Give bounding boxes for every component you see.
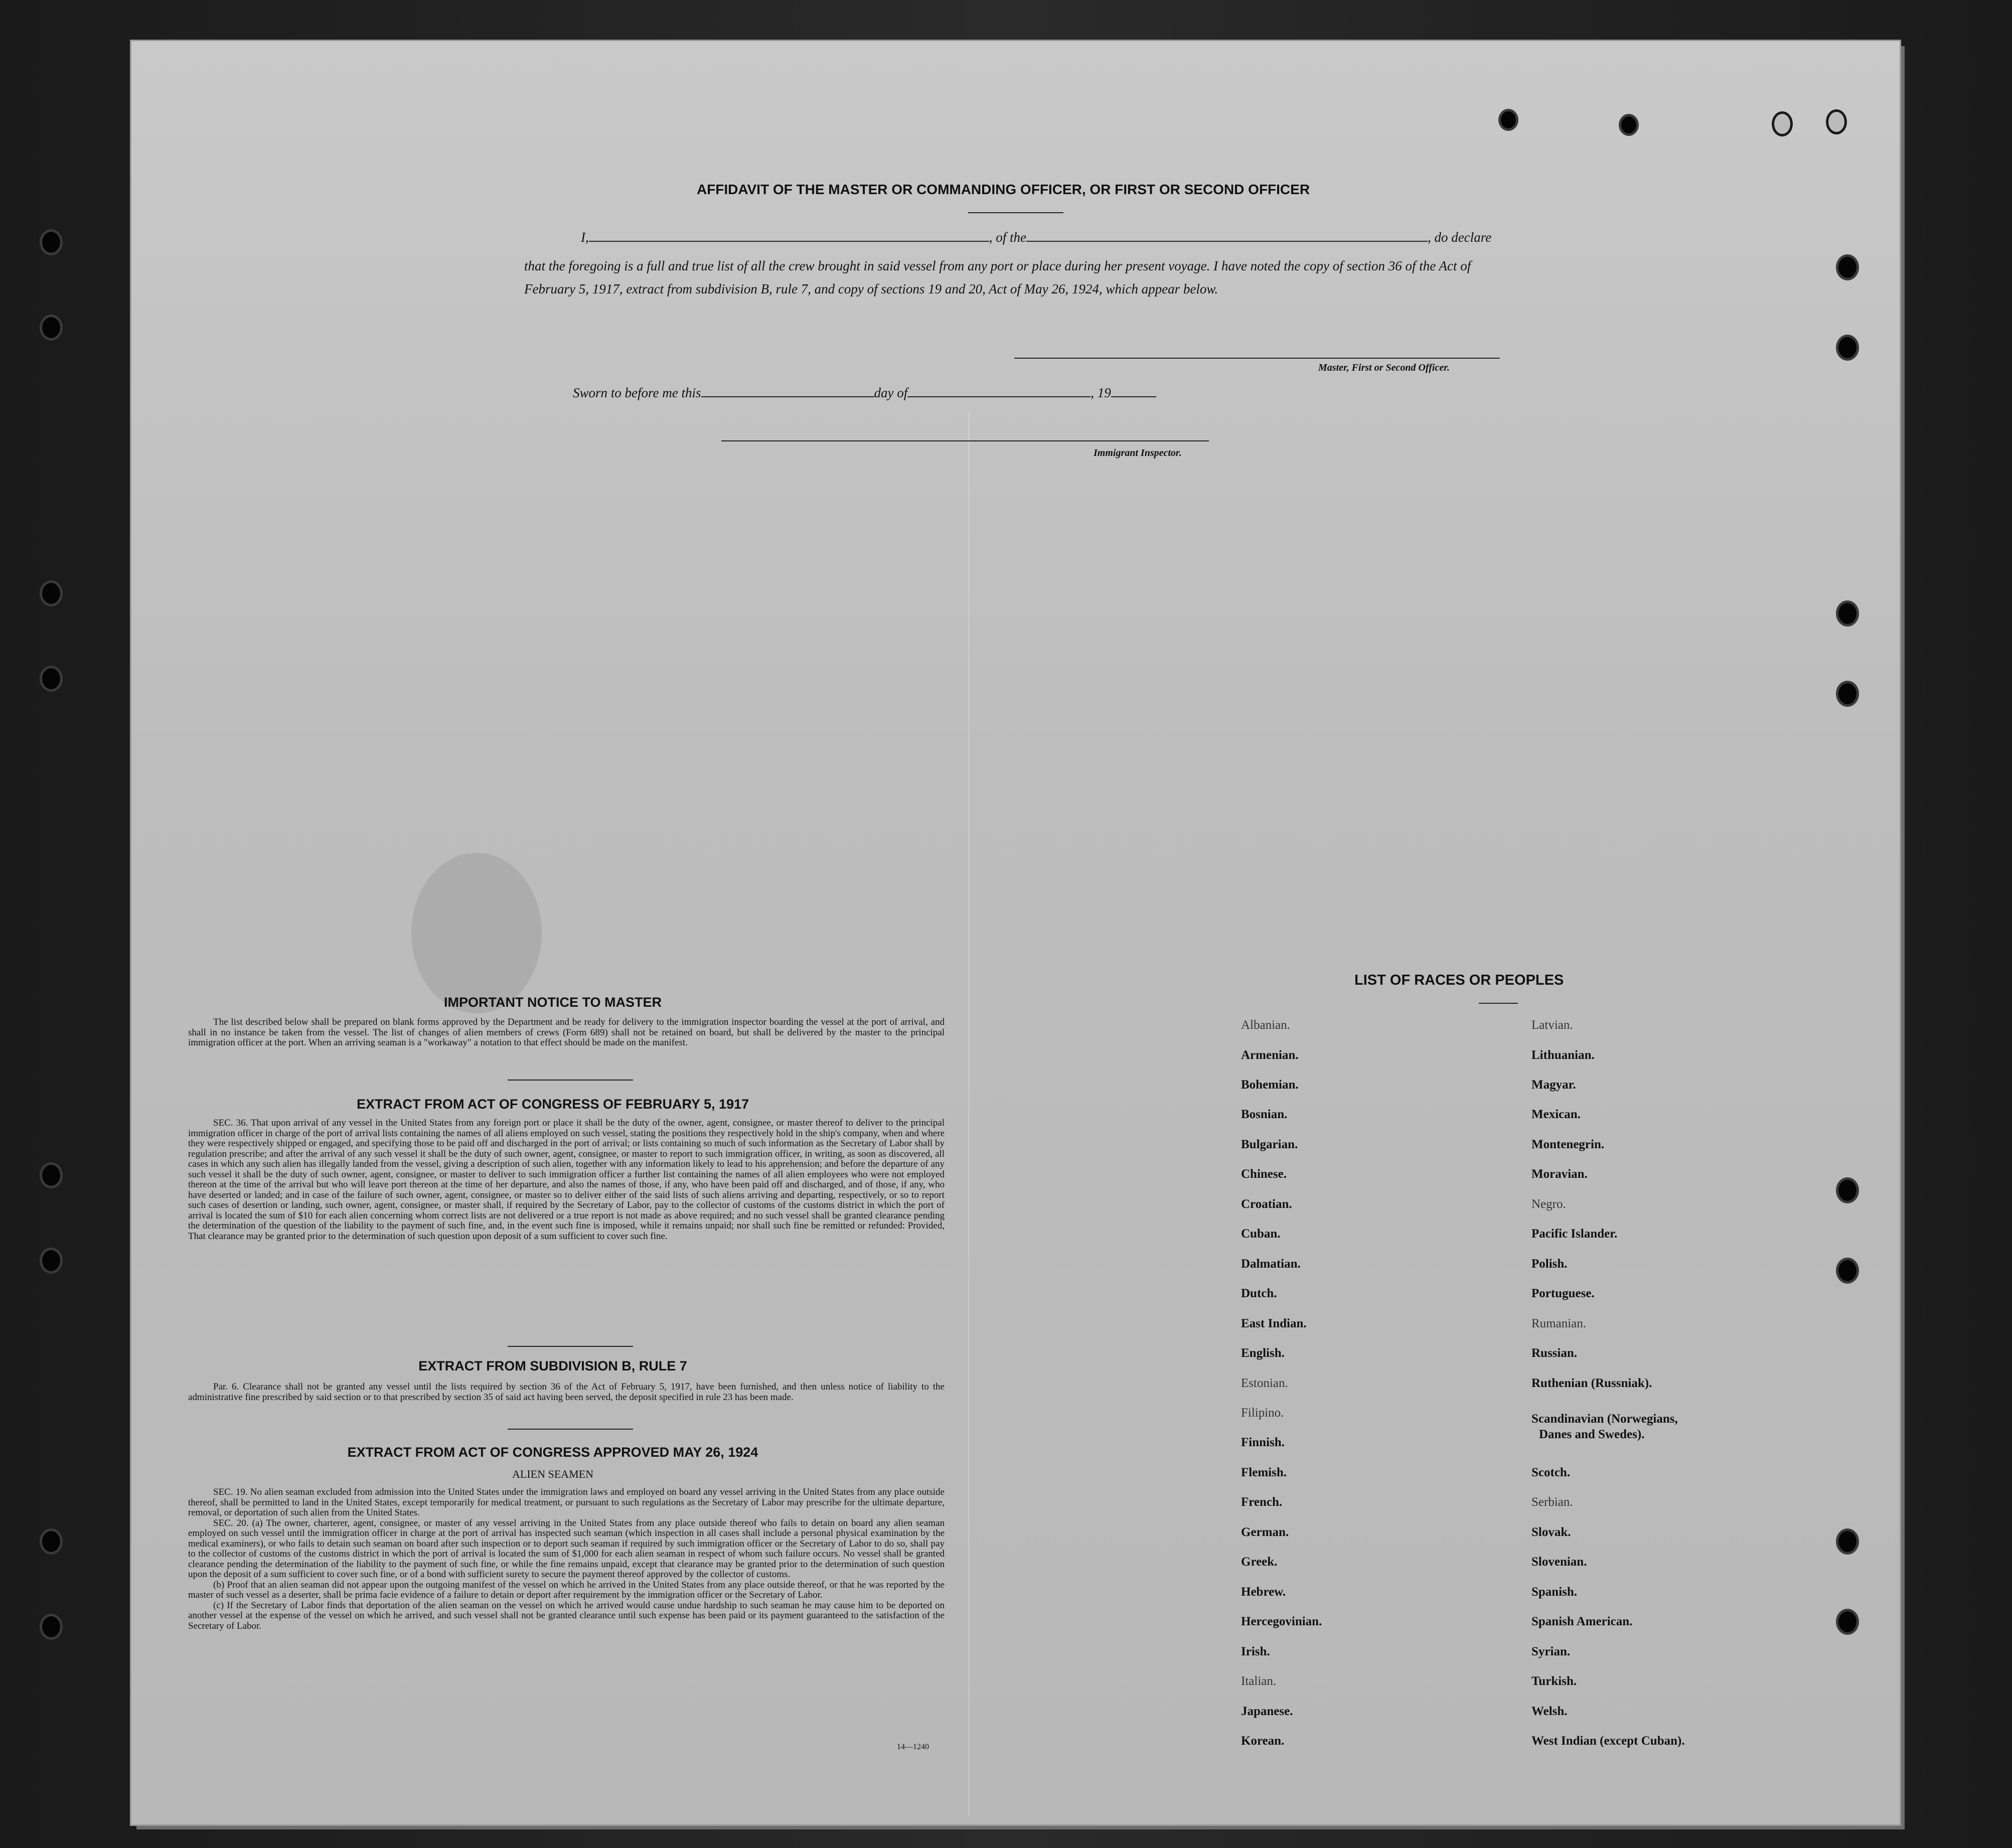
race-item: Danes and Swedes). (1539, 1428, 1645, 1441)
race-item: Bulgarian. (1241, 1138, 1298, 1151)
race-item: Hebrew. (1241, 1585, 1286, 1599)
binder-hole (42, 583, 60, 604)
sec-36-paragraph: SEC. 36. That upon arrival of any vessel in the United States from any foreign port or place it shall be the duty of the owner, agent, consignee, or master thereof to deliver to the principal immigration officer in charge of the port of arrival lists containing the names of all aliens employed on such vessel, stating the positions they respectively hold in the ship's company, when and where they were respectively shipped or engaged, and specifying those to be paid off and discharged in the port of arrival; or lists containing so much of such information as the Secretary of Labor shall by regulation prescribe; and after the arrival of any such vessel it shall be the duty of such owner, agent, consignee, or master to report to such immigration officer, in writing, as soon as discovered, all cases in which any such alien has illegally landed from the vessel, giving a description of such alien, together with any information likely to lead to his apprehension; and before the departure of any such vessel it shall be the duty of such owner, agent, consignee, or master to deliver to such immigration officer a further list containing the names of all alien employees who were not employed thereon at the time of the arrival but who will leave port thereon at the time of her departure, and also the names of those, if any, who have been paid off and discharged, and of those, if any, who have deserted or landed; and in case of the failure of such owner, agent, consignee, or master so to deliver either of the said lists of such aliens arriving and departing, respectively, or so to report such cases of desertion or landing, such owner, agent, consignee, or master shall, if required by the Secretary of Labor, pay to the collector of customs of the customs district in which the port of arrival is located the sum of $10 for each alien concerning whom correct lists are not delivered or a true report is not made as above required; and no such vessel shall be granted clearance pending the determination of the question of the liability to the payment of such fine, and, in the event such fine is imposed, while it remains unpaid; nor shall such fine be remitted or refunded: Provided, That clearance may be granted prior to the determination of such question upon deposit of a sum sufficient to cover such fine. (188, 1118, 945, 1242)
binder-hole (1838, 1611, 1856, 1632)
race-item: Dalmatian. (1241, 1257, 1301, 1271)
sworn-line (573, 385, 1156, 401)
race-item: Chinese. (1241, 1167, 1287, 1181)
race-item: Russian. (1531, 1346, 1578, 1360)
affidavit-line-1 (581, 230, 1491, 245)
section-divider (508, 1080, 633, 1081)
extract-1917-title: EXTRACT FROM ACT OF CONGRESS OF FEBRUARY 5, 1917 (356, 1097, 749, 1112)
race-item: Moravian. (1531, 1167, 1588, 1181)
signature-label: Master, First or Second Officer. (1318, 362, 1450, 373)
race-item: Mexican. (1531, 1108, 1581, 1121)
race-item: Estonian. (1241, 1376, 1288, 1390)
race-item: Finnish. (1241, 1436, 1285, 1449)
form-number: 14—1240 (897, 1743, 929, 1751)
rule7-paragraph: Par. 6. Clearance shall not be granted any vessel until the lists required by section 36 of the Act of February 5, 1917, have been furnished, and then unless notice of liability to the administrative fine prescribed by said section or to that prescribed by section 35 of said act having been served, the deposit specified in rule 23 has been made. (188, 1381, 945, 1403)
race-item: Italian. (1241, 1674, 1277, 1688)
affidavit-body: that the foregoing is a full and true list of all the crew brought in said vessel from any port or place during her present voyage. I have noted the copy of section 36 of the Act of February 5, 1917, extract from subdivision B, rule 7, and copy of sections 19 and 20, Act of May 26, 1924, which appear below. (524, 258, 1471, 296)
binder-hole (42, 1531, 60, 1552)
race-item: German. (1241, 1525, 1289, 1539)
vessel-name-blank[interactable] (1026, 230, 1428, 242)
race-item: Scandinavian (Norwegians, (1531, 1412, 1678, 1426)
binder-hole (1838, 1260, 1856, 1281)
notice-body (188, 1017, 945, 1048)
race-item: Armenian. (1241, 1048, 1299, 1062)
race-item: Slovenian. (1531, 1555, 1587, 1569)
race-item: Bosnian. (1241, 1108, 1288, 1121)
title-underline (968, 212, 1063, 213)
race-item: Slovak. (1531, 1525, 1571, 1539)
extract-rule7-body (188, 1382, 945, 1403)
binder-hole (42, 317, 60, 338)
race-item: Turkish. (1531, 1674, 1577, 1688)
race-item: Spanish. (1531, 1585, 1578, 1599)
year-label: , 19 (1091, 385, 1111, 400)
sworn-month-blank[interactable] (907, 385, 1091, 397)
paper-stain (411, 853, 542, 1013)
binder-hole (1621, 116, 1636, 133)
master-name-blank[interactable] (589, 230, 989, 242)
binder-hole (1838, 683, 1856, 704)
extract-rule7-title: EXTRACT FROM SUBDIVISION B, RULE 7 (418, 1358, 687, 1373)
sworn-label: Sworn to before me this (573, 385, 701, 400)
affidavit-declare-label: , do declare (1428, 230, 1492, 245)
race-item: Polish. (1531, 1257, 1568, 1271)
sec-20a-paragraph: SEC. 20. (a) The owner, charterer, agent, consignee, or master of any vessel arriving in the United States from any place outside thereof who fails to detain on board any alien seaman employed on such vessel until the immigration officer in charge at the port of arrival has inspected such seaman (which inspection in all cases shall include a personal physical examination by the medical examiners), or who fails to detain such seaman on board after such inspection or to deport such seaman if required by such immigration officer or the Secretary of Labor to do so, shall pay to the collector of customs of the customs district in which the port of arrival is located the sum of $1,000 for each alien seaman in respect of whom such failure occurs. No vessel shall be granted clearance pending the determination of the liability to the payment of such fine, or while the fine remains unpaid, except that clearance may be granted prior to the determination of such question upon the deposit of a sum sufficient to cover such fine, or of a bond with sufficient surety to secure the payment thereof approved by the collector of customs. (188, 1517, 945, 1580)
day-of-label: day of (874, 385, 908, 400)
sec-20c-paragraph: (c) If the Secretary of Labor finds that deportation of the alien seaman on the vessel on which he arrived would cause undue hardship to such seaman he may cause him to be deported on another vessel at the expense of the vessel on which he arrived, and such vessel shall not be granted clearance until such expense has been paid or its payment guaranteed to the satisfaction of the Secretary of Labor. (188, 1600, 945, 1631)
race-item: Croatian. (1241, 1197, 1292, 1211)
race-item: Hercegovinian. (1241, 1615, 1322, 1628)
race-item: French. (1241, 1495, 1283, 1509)
affidavit-of-the-label: , of the (989, 230, 1026, 245)
sec-20b-paragraph: (b) Proof that an alien seaman did not appear upon the outgoing manifest of the vessel on which he arrived in the United States from any place outside thereof, or that he was reported by the master of such vessel as a deserter, shall be prima facie evidence of a failure to detain or deport after requirement by the immigration officer or the Secretary of Labor. (188, 1579, 945, 1600)
sworn-year-blank[interactable] (1111, 385, 1156, 397)
race-item: Latvian. (1531, 1018, 1573, 1032)
race-item: Filipino. (1241, 1406, 1284, 1420)
race-item: Rumanian. (1531, 1317, 1587, 1330)
affidavit-i-label: I, (581, 230, 589, 245)
race-item: Ruthenian (Russniak). (1531, 1376, 1652, 1390)
race-item: Lithuanian. (1531, 1048, 1595, 1062)
binder-hole (42, 1250, 60, 1271)
sworn-day-blank[interactable] (701, 385, 874, 397)
binder-hole (1838, 257, 1856, 278)
affidavit-title: AFFIDAVIT OF THE MASTER OR COMMANDING OFFICER, OR FIRST OR SECOND OFFICER (696, 182, 1310, 197)
section-divider (508, 1346, 633, 1347)
race-item: Portuguese. (1531, 1287, 1595, 1300)
extract-1924-title: EXTRACT FROM ACT OF CONGRESS APPROVED MAY 26, 1924 (347, 1445, 758, 1460)
signature-line[interactable] (1014, 358, 1500, 359)
notice-paragraph: The list described below shall be prepared on blank forms approved by the Department and be ready for delivery to the immigration inspector boarding the vessel at the port of arrival, and shall in no instance be taken from the vessel. The list of changes of alien members of crews (Form 689) shall not be retained on board, but shall be delivered by the master to the principal immigration officer at the port. When an arriving seaman is a "workaway" a notation to that effect should be made on the manifest. (188, 1017, 945, 1048)
binder-ring (1772, 111, 1793, 136)
binder-hole (1838, 1180, 1856, 1201)
race-item: East Indian. (1241, 1317, 1307, 1330)
race-item: Albanian. (1241, 1018, 1290, 1032)
binder-hole (42, 1165, 60, 1186)
extract-1917-body (188, 1118, 945, 1242)
race-item: Pacific Islander. (1531, 1227, 1618, 1241)
race-item: Flemish. (1241, 1466, 1287, 1479)
extract-1924-body (188, 1487, 945, 1631)
race-item: Bohemian. (1241, 1078, 1299, 1092)
binder-hole (42, 232, 60, 253)
race-item: Dutch. (1241, 1287, 1277, 1300)
binder-hole (42, 668, 60, 689)
binder-hole (42, 1616, 60, 1637)
race-item: Greek. (1241, 1555, 1278, 1569)
notice-title: IMPORTANT NOTICE TO MASTER (444, 995, 662, 1010)
race-item: West Indian (except Cuban). (1531, 1734, 1685, 1748)
race-item: English. (1241, 1346, 1285, 1360)
binder-hole (1838, 603, 1856, 624)
race-item: Serbian. (1531, 1495, 1573, 1509)
alien-seamen-subtitle: ALIEN SEAMEN (512, 1468, 593, 1480)
inspector-label: Immigrant Inspector. (1094, 447, 1182, 458)
race-item: Irish. (1241, 1645, 1270, 1658)
section-divider (508, 1429, 633, 1430)
race-item: Spanish American. (1531, 1615, 1633, 1628)
binder-hole (1501, 111, 1516, 128)
race-item: Negro. (1531, 1197, 1566, 1211)
race-item: Syrian. (1531, 1645, 1571, 1658)
races-list-title: LIST OF RACES OR PEOPLES (1354, 972, 1564, 988)
inspector-signature-line[interactable] (721, 440, 1209, 441)
race-item: Montenegrin. (1531, 1138, 1605, 1151)
fold-crease (968, 411, 970, 1816)
sec-19-paragraph: SEC. 19. No alien seaman excluded from admission into the United States under the immigration laws and employed on board any vessel arriving in the United States from any place outside thereof, shall be permitted to land in the United States, except temporarily for medical treatment, or pursuant to such regulations as the Secretary of Labor may prescribe for the ultimate departure, removal, or deportation of such alien from the United States. (188, 1487, 945, 1518)
race-item: Welsh. (1531, 1705, 1568, 1718)
race-item: Magyar. (1531, 1078, 1576, 1092)
race-item: Cuban. (1241, 1227, 1281, 1241)
races-title-underline (1479, 1003, 1518, 1004)
binder-hole (1838, 1531, 1856, 1552)
race-item: Korean. (1241, 1734, 1285, 1748)
binder-ring (1826, 109, 1847, 134)
race-item: Scotch. (1531, 1466, 1571, 1479)
race-item: Japanese. (1241, 1705, 1293, 1718)
binder-hole (1838, 337, 1856, 358)
